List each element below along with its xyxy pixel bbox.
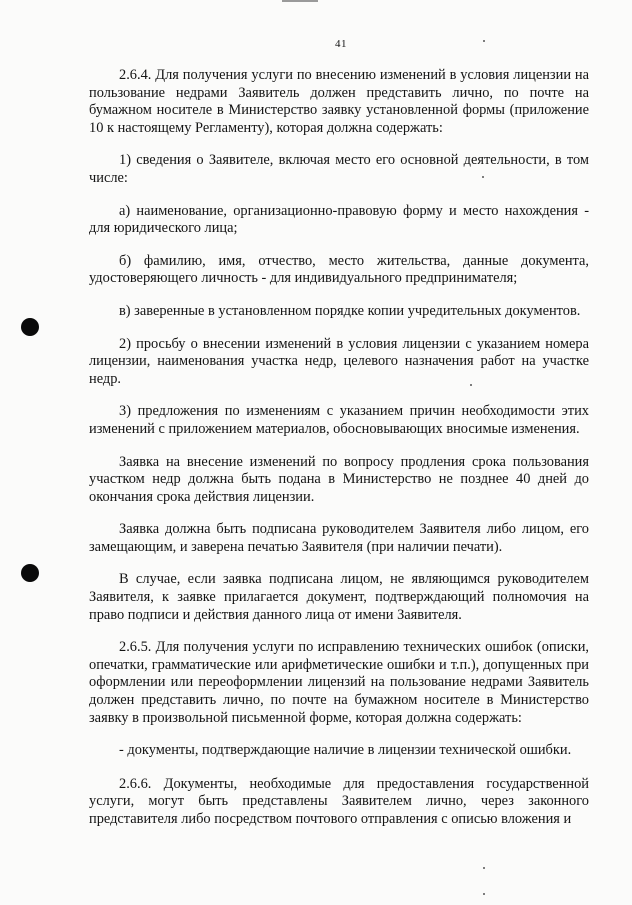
scan-speck xyxy=(483,867,485,869)
paragraph-2-6-5: 2.6.5. Для получения услуги по исправлению технических ошибок (описки, опечатки, грамматические или арифметические ошибки и т.п.), допущенных при оформлении или переоформлении лицензий на пользование недрами Заявитель должен представить лично, по почте на бумажном носителе в Министерство заявку в произвольной письменной форме, которая должна содержать: xyxy=(89,639,589,726)
punch-hole xyxy=(21,318,39,336)
paragraph-item-1: 1) сведения о Заявителе, включая место его основной деятельности, в том числе: xyxy=(89,152,589,186)
paragraph-item-3: 3) предложения по изменениям с указанием причин необходимости этих изменений с приложением материалов, обосновывающих вносимые изменения. xyxy=(89,403,589,437)
scan-speck xyxy=(483,40,485,42)
scan-speck xyxy=(483,893,485,895)
paragraph-signature: Заявка должна быть подписана руководителем Заявителя либо лицом, его замещающим, и заверена печатью Заявителя (при наличии печати). xyxy=(89,521,589,555)
paragraph-extension-deadline: Заявка на внесение изменений по вопросу продления срока пользования участком недр должна быть подана в Министерство не позднее 40 дней до окончания срока действия лицензии. xyxy=(89,453,589,505)
paragraph-item-v: в) заверенные в установленном порядке копии учредительных документов. xyxy=(119,302,581,319)
page-number: 41 xyxy=(335,38,347,50)
punch-hole xyxy=(21,564,39,582)
paragraph-item-a: а) наименование, организационно-правовую форму и место нахождения - для юридического лица; xyxy=(89,202,589,237)
paragraph-2-6-4: 2.6.4. Для получения услуги по внесению изменений в условия лицензии на пользование недрами Заявитель должен представить лично, по почте на бумажном носителе в Министерство заявку установленной формы (приложение 10 к настоящему Регламенту), которая должна содержать: xyxy=(89,67,589,136)
paragraph-authority: В случае, если заявка подписана лицом, не являющимся руководителем Заявителя, к заявке прилагается документ, подтверждающий полномочия на право подписи и действия данного лица от имени Заявителя. xyxy=(89,571,589,623)
scan-edge-mark xyxy=(282,0,318,2)
paragraph-item-2: 2) просьбу о внесении изменений в условия лицензии с указанием номера лицензии, наименования участка недр, целевого назначения работ на участке недр. xyxy=(89,335,589,387)
paragraph-item-b: б) фамилию, имя, отчество, место жительства, данные документа, удостоверяющего личность - для индивидуального предпринимателя; xyxy=(89,252,589,287)
document-body xyxy=(89,67,589,844)
paragraph-error-documents: - документы, подтверждающие наличие в лицензии технической ошибки. xyxy=(119,742,572,759)
paragraph-2-6-6: 2.6.6. Документы, необходимые для предоставления государственной услуги, могут быть представлены Заявителем лично, через законного представителя либо посредством почтового отправления с описью вложения и xyxy=(89,775,589,827)
